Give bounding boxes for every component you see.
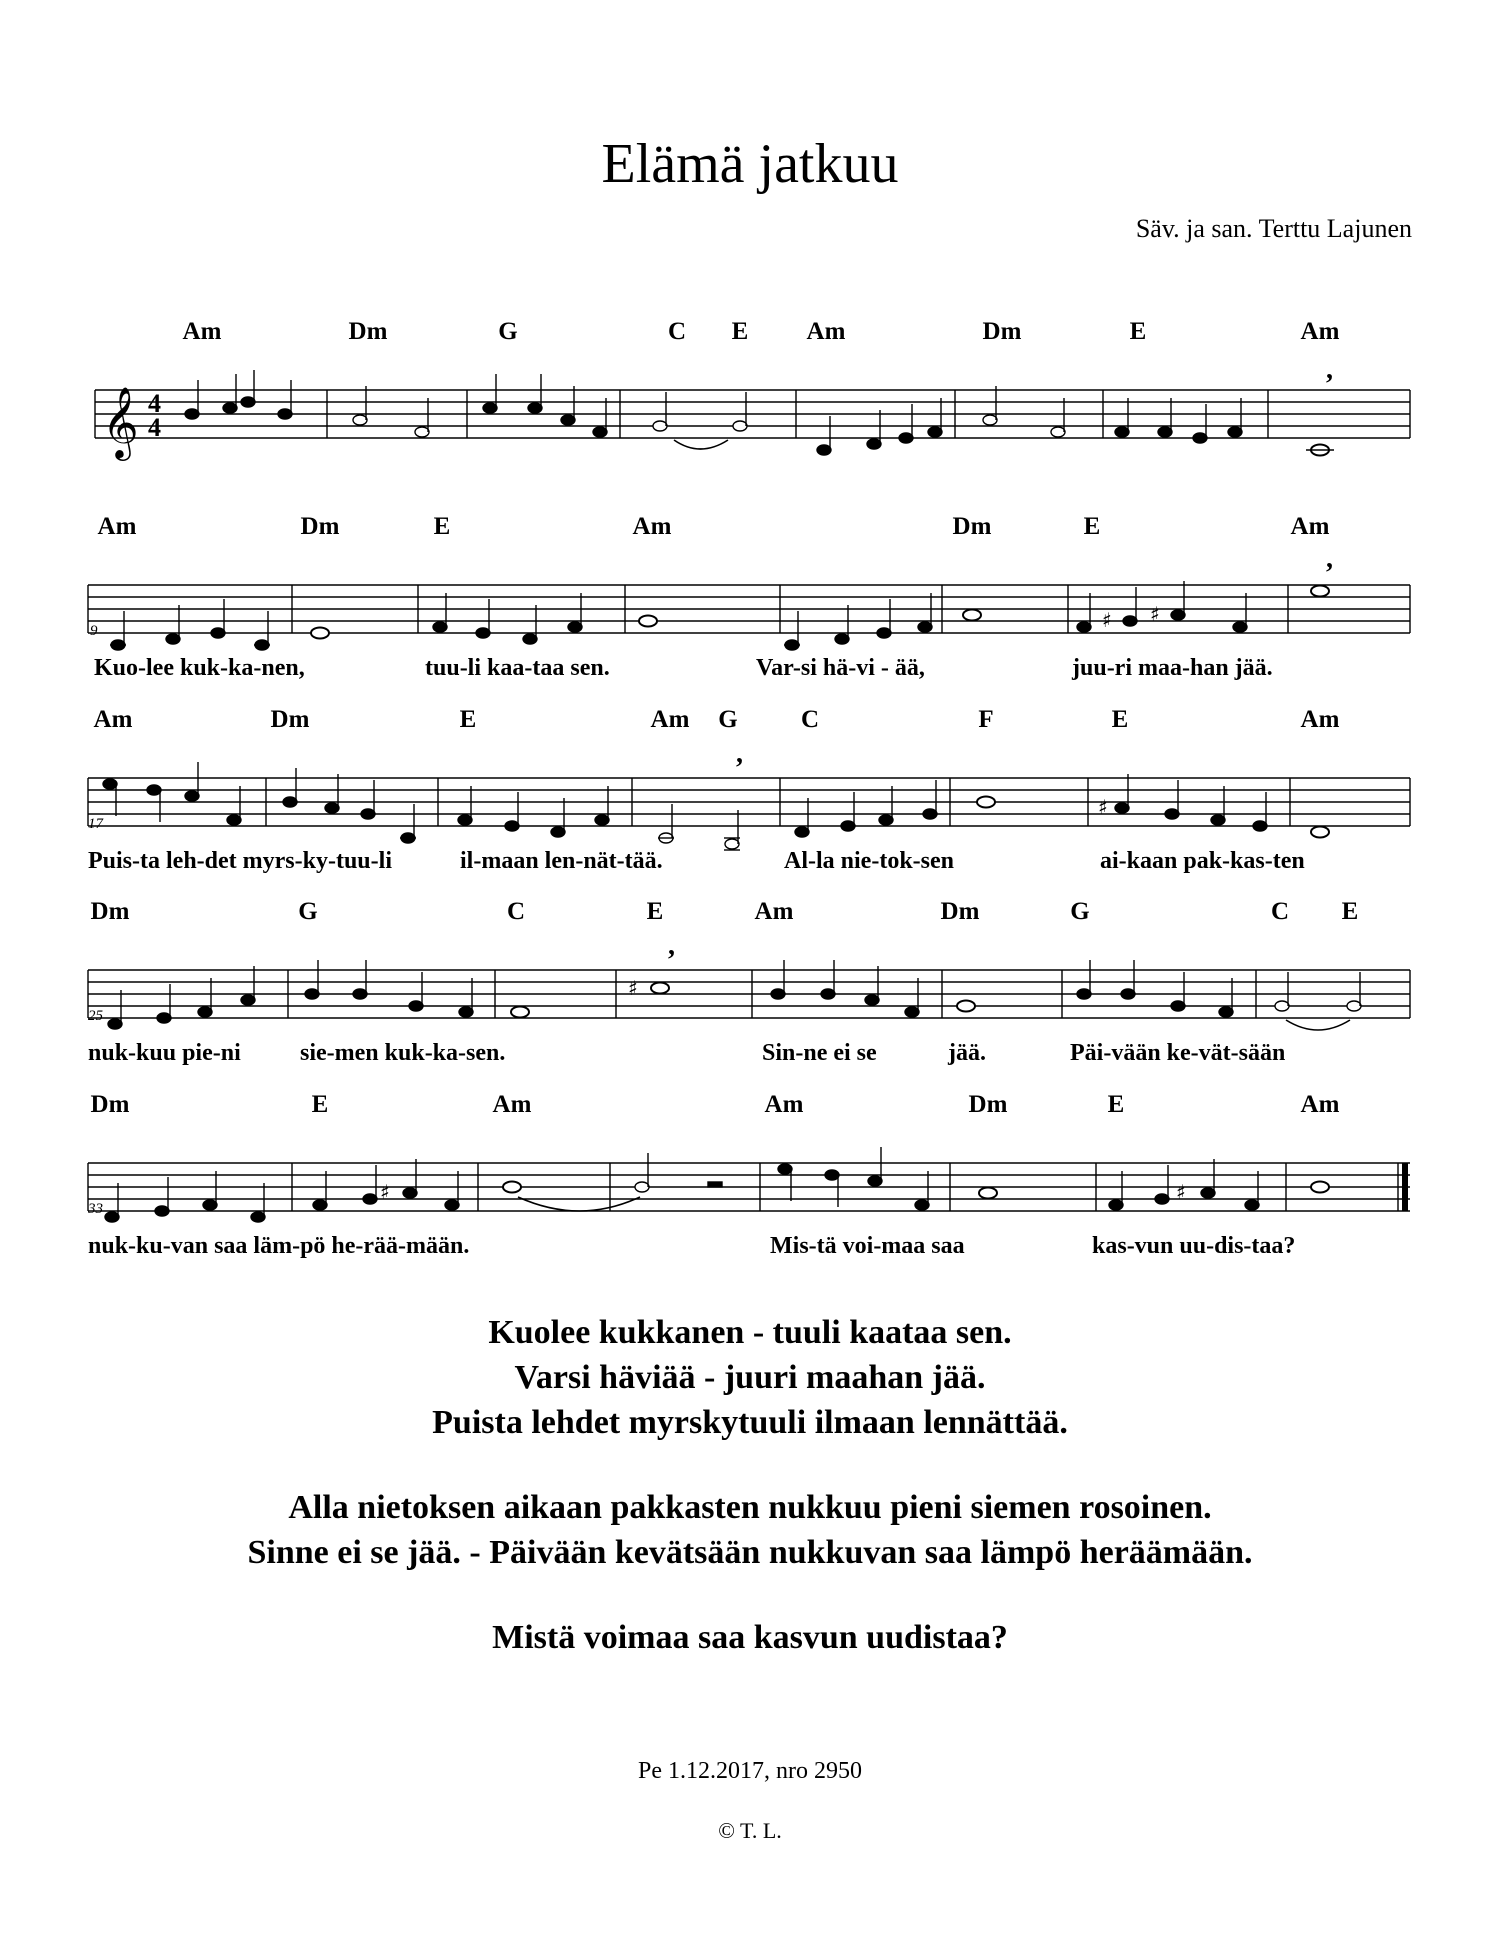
date-line: Pe 1.12.2017, nro 2950 [638, 1758, 862, 1784]
lyric-line: tuu-li kaa-taa sen. [425, 655, 610, 681]
chord-symbol: Dm [348, 318, 388, 345]
chord-symbol: Am [632, 513, 672, 540]
verse-line: Puista lehdet myrskytuuli ilmaan lennättää. [432, 1404, 1068, 1441]
lyric-line: kas-vun uu-dis-taa? [1092, 1233, 1296, 1259]
song-title: Elämä jatkuu [601, 133, 899, 195]
svg-text:,: , [1326, 543, 1333, 574]
music-system-1 [80, 310, 1420, 470]
lyric-line: sie-men kuk-ka-sen. [300, 1040, 506, 1066]
chord-symbol: Am [97, 513, 137, 540]
chord-symbol: Am [93, 706, 133, 733]
measure-number: 25 [88, 1008, 103, 1024]
music-system-5 [80, 1083, 1420, 1283]
chord-symbol: Am [764, 1091, 804, 1118]
svg-text:♯: ♯ [1102, 608, 1112, 632]
chord-symbol: Am [1300, 1091, 1340, 1118]
verse-line: Varsi häviää - juuri maahan jää. [514, 1359, 986, 1396]
lyric-line: il-maan len-nät-tää. [460, 848, 663, 874]
svg-text:♯: ♯ [1150, 602, 1160, 626]
lyric-line: Kuo-lee kuk-ka-nen, [94, 655, 305, 681]
chord-symbol: Am [1290, 513, 1330, 540]
lyric-line: ai-kaan pak-kas-ten [1100, 848, 1305, 874]
verse-line: Alla nietoksen aikaan pakkasten nukkuu pieni siemen rosoinen. [288, 1489, 1212, 1526]
chord-symbol: Am [806, 318, 846, 345]
stanza-1 [0, 1310, 1500, 1445]
chord-symbol: E [459, 706, 477, 733]
chord-symbol: E [1341, 898, 1359, 925]
measure-number: 33 [88, 1201, 103, 1217]
stanza-2 [0, 1485, 1500, 1575]
chord-symbol: C [667, 318, 687, 345]
time-signature: 4 [148, 413, 161, 442]
chord-symbol: Am [650, 706, 690, 733]
svg-text:♯: ♯ [1098, 795, 1108, 819]
lyric-line: juu-ri maa-han jää. [1072, 655, 1273, 681]
chord-symbol: C [506, 898, 526, 925]
chord-symbol: E [646, 898, 664, 925]
chord-symbol: Dm [90, 898, 130, 925]
chord-symbol: Am [182, 318, 222, 345]
svg-text:,: , [1326, 354, 1333, 385]
chord-symbol: F [978, 706, 994, 733]
chord-symbol: E [1111, 706, 1129, 733]
chord-symbol: C [800, 706, 820, 733]
chord-symbol: Dm [940, 898, 980, 925]
chord-symbol: Am [754, 898, 794, 925]
verse-line: Mistä voimaa saa kasvun uudistaa? [492, 1619, 1008, 1656]
lyric-line: jää. [948, 1040, 986, 1066]
chord-symbol: E [1107, 1091, 1125, 1118]
svg-text:,: , [668, 930, 675, 961]
chord-symbol: Dm [968, 1091, 1008, 1118]
copyright: © T. L. [718, 1818, 782, 1843]
chord-symbol: G [498, 318, 518, 345]
chord-symbol: Am [1300, 318, 1340, 345]
lyric-line: Al-la nie-tok-sen [784, 848, 954, 874]
music-system-3 [80, 698, 1420, 898]
stanza-3 [0, 1615, 1500, 1660]
chord-symbol: Dm [90, 1091, 130, 1118]
chord-symbol: Dm [952, 513, 992, 540]
chord-symbol: E [1083, 513, 1101, 540]
svg-text:♯: ♯ [628, 976, 638, 1000]
chord-symbol: G [298, 898, 318, 925]
measure-number: 9 [90, 623, 98, 639]
svg-text:♯: ♯ [1176, 1180, 1186, 1204]
lyric-line: Päi-vään ke-vät-sään [1070, 1040, 1286, 1066]
music-system-2 [80, 505, 1420, 705]
measure-number: 17 [88, 816, 103, 832]
lyric-line: nuk-kuu pie-ni [88, 1040, 241, 1066]
staff [80, 354, 1420, 500]
verse-line: Sinne ei se jää. - Päivään kevätsään nukkuvan saa lämpö heräämään. [247, 1534, 1253, 1571]
chord-symbol: Dm [270, 706, 310, 733]
chord-symbol: E [311, 1091, 329, 1118]
lyrics-text [0, 1310, 1500, 1700]
lyric-line: Puis-ta leh-det myrs-ky-tuu-li [88, 848, 392, 874]
svg-text:,: , [736, 738, 743, 769]
music-system-4 [80, 890, 1420, 1090]
chord-symbol: Am [1300, 706, 1340, 733]
svg-text:♯: ♯ [380, 1180, 390, 1204]
chord-symbol: G [718, 706, 738, 733]
chord-symbol: Am [492, 1091, 532, 1118]
lyric-line: Mis-tä voi-maa saa [770, 1233, 965, 1259]
composer-credit: Säv. ja san. Terttu Lajunen [1135, 214, 1412, 243]
chord-symbol: Dm [982, 318, 1022, 345]
chord-symbol: C [1270, 898, 1290, 925]
lyric-line: Sin-ne ei se [762, 1040, 877, 1066]
treble-clef-icon: 𝄞 [102, 385, 139, 458]
chord-symbol: E [1129, 318, 1147, 345]
time-signature: 4 [148, 389, 161, 418]
chord-symbol: E [731, 318, 749, 345]
chord-symbol: E [433, 513, 451, 540]
lyric-line: Var-si hä-vi - ää, [756, 655, 925, 681]
chord-symbol: G [1070, 898, 1090, 925]
verse-line: Kuolee kukkanen - tuuli kaataa sen. [488, 1314, 1012, 1351]
chord-symbol: Dm [300, 513, 340, 540]
lyric-line: nuk-ku-van saa läm-pö he-rää-mään. [88, 1233, 470, 1259]
